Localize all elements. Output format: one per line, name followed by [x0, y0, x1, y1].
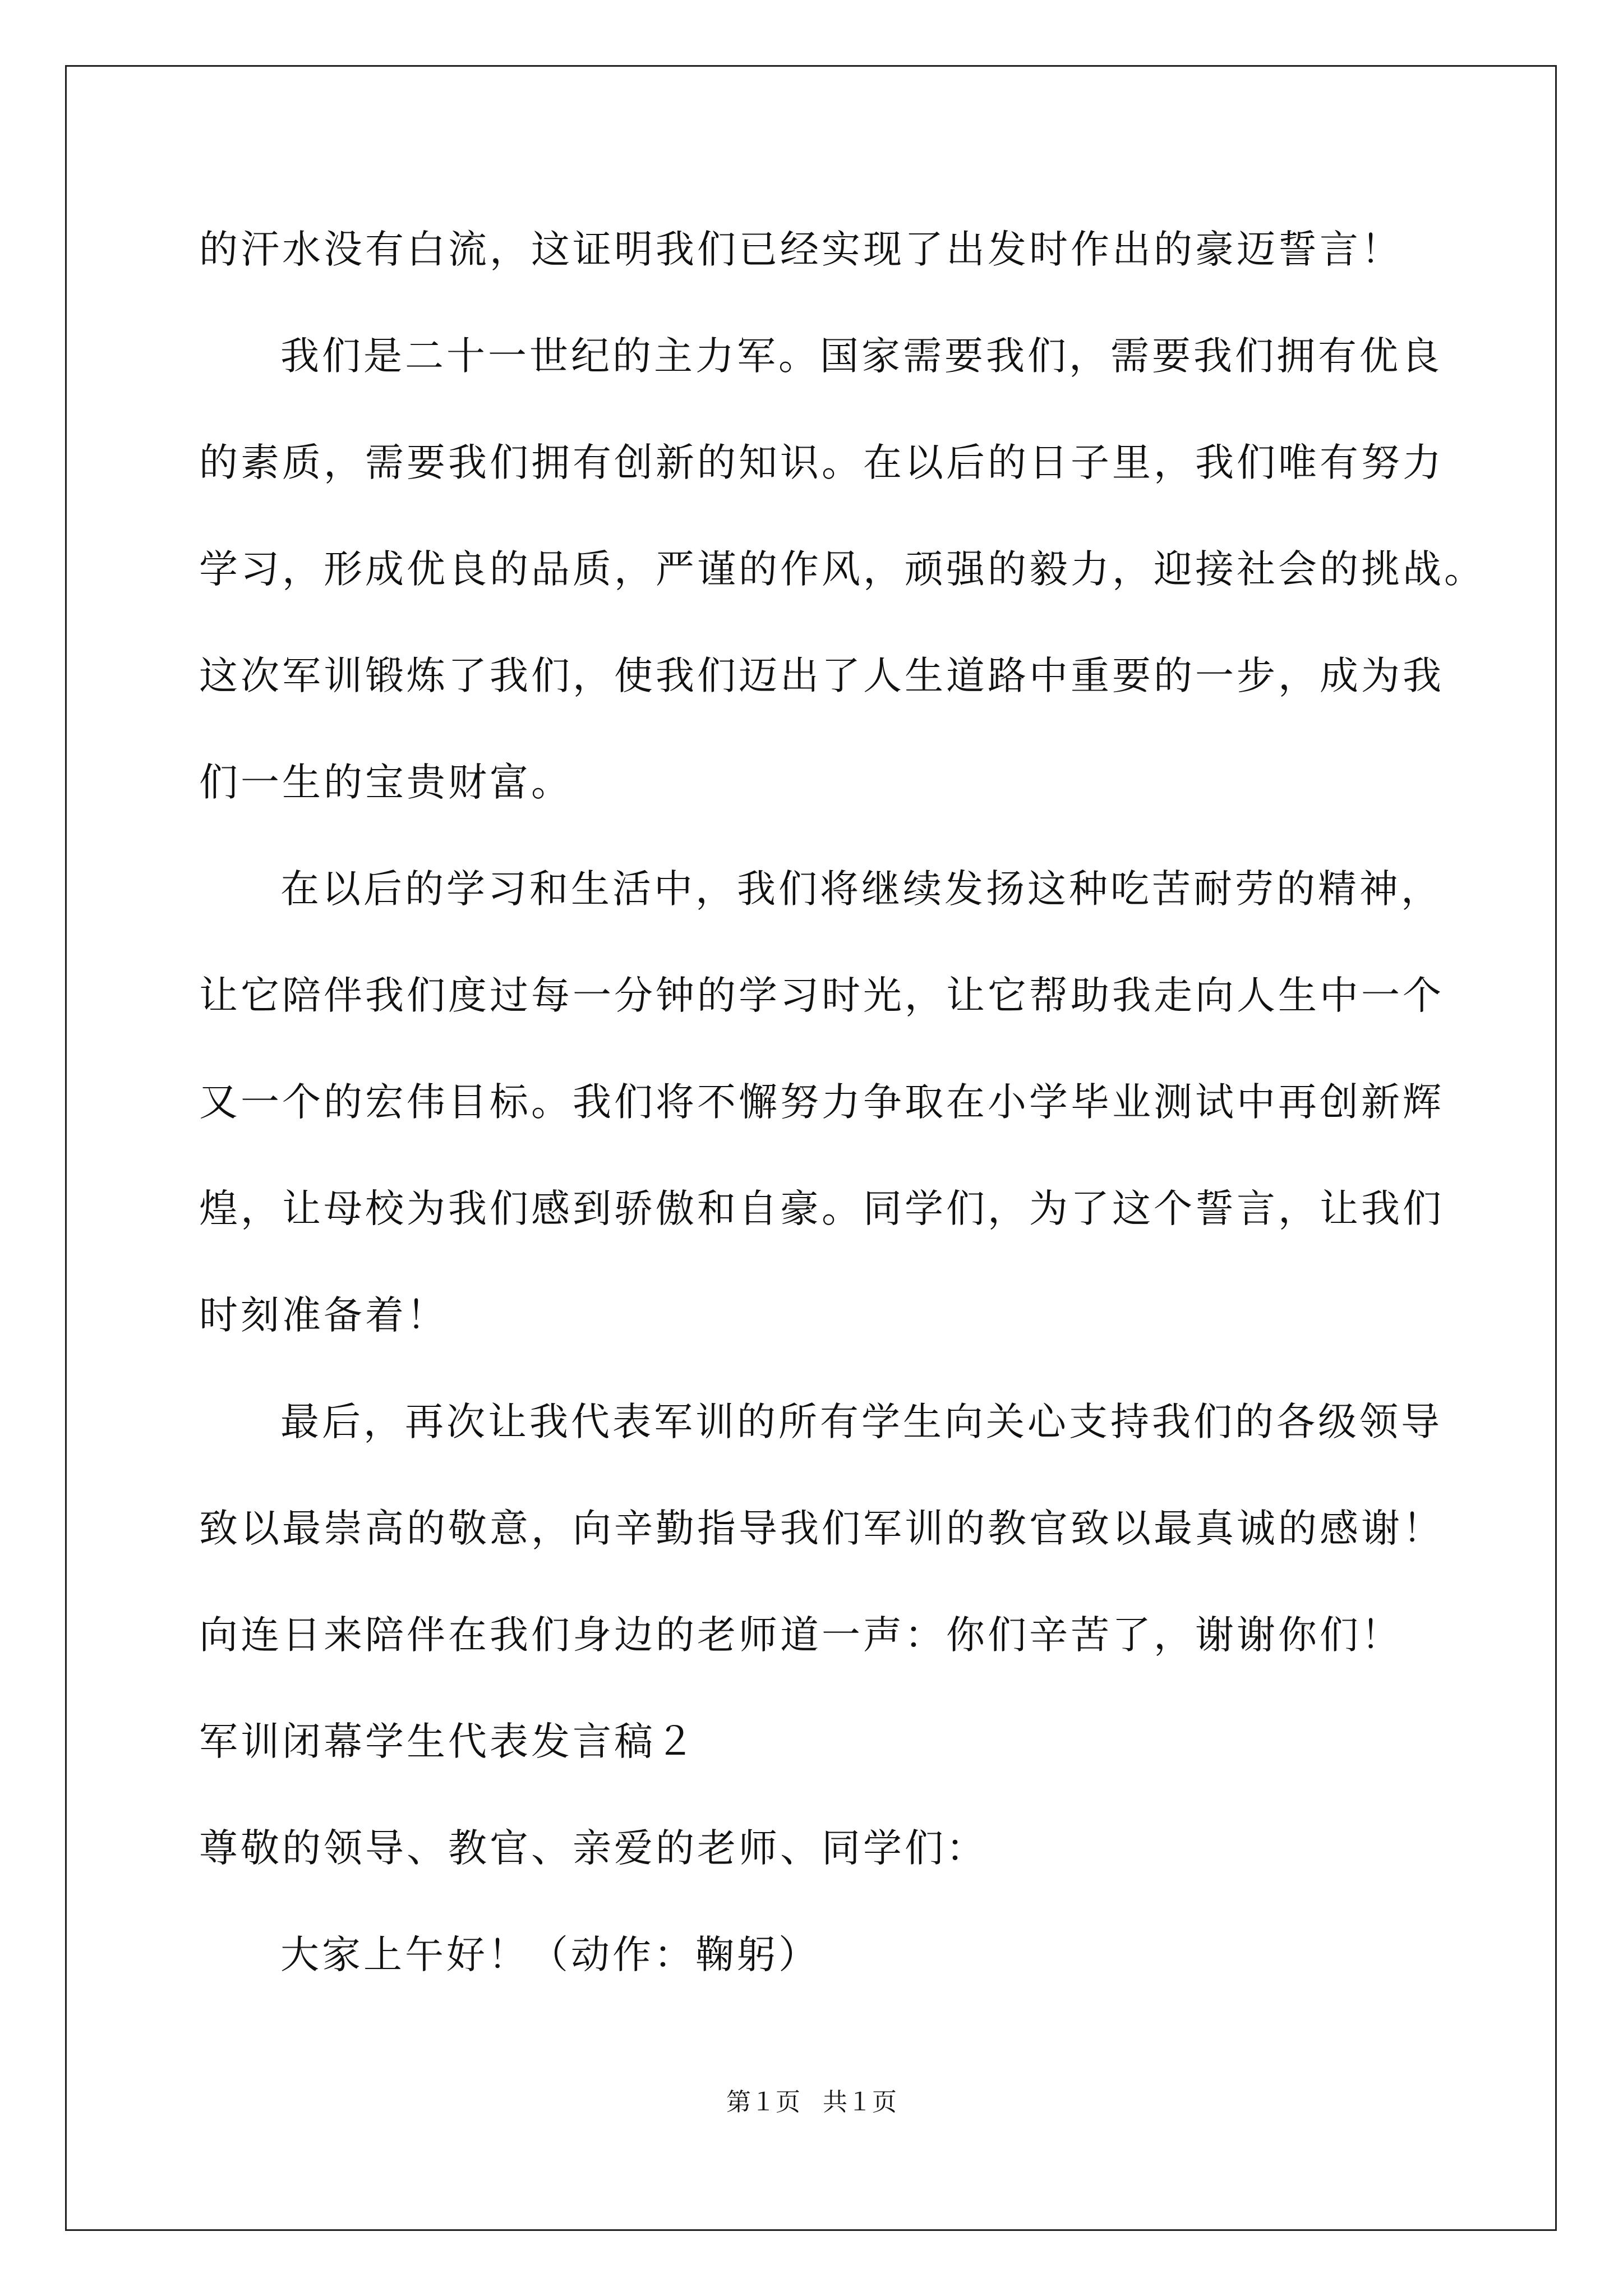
body-line: 煌，让母校为我们感到骄傲和自豪。同学们，为了这个誓言，让我们 — [199, 1186, 1444, 1231]
page-footer — [0, 2086, 1623, 2119]
section-heading: 军训闭幕学生代表发言稿２ — [199, 1719, 697, 1764]
body-line: 在以后的学习和生活中，我们将继续发扬这种吃苦耐劳的精神， — [280, 867, 1442, 912]
body-line: 的汗水没有白流，这证明我们已经实现了出发时作出的豪迈誓言！ — [199, 227, 1403, 272]
body-line: 的素质，需要我们拥有创新的知识。在以后的日子里，我们唯有努力 — [199, 440, 1444, 485]
salutation-line: 尊敬的领导、教官、亲爱的老师、同学们： — [199, 1826, 988, 1871]
body-line: 致以最崇高的敬意，向辛勤指导我们军训的教官致以最真诚的感谢！ — [199, 1506, 1444, 1551]
body-line: 向连日来陪伴在我们身边的老师道一声：你们辛苦了，谢谢你们！ — [199, 1613, 1403, 1658]
body-line: 我们是二十一世纪的主力军。国家需要我们，需要我们拥有优良 — [280, 334, 1442, 379]
body-line: 学习，形成优良的品质，严谨的作风，顽强的毅力，迎接社会的挑战。 — [199, 547, 1486, 592]
body-line: 最后，再次让我代表军训的所有学生向关心支持我们的各级领导 — [280, 1400, 1442, 1444]
body-line: 让它陪伴我们度过每一分钟的学习时光，让它帮助我走向人生中一个 — [199, 973, 1444, 1018]
page-number-current: 第１页 — [726, 2088, 800, 2116]
page-number-total: 共１页 — [823, 2088, 897, 2116]
body-line: 们一生的宝贵财富。 — [199, 760, 573, 805]
page-border — [65, 65, 1557, 2231]
greeting-line: 大家上午好！（动作：鞠躬） — [280, 1932, 820, 1977]
body-line: 这次军训锻炼了我们，使我们迈出了人生道路中重要的一步，成为我 — [199, 654, 1444, 698]
body-line: 时刻准备着！ — [199, 1293, 448, 1338]
body-line: 又一个的宏伟目标。我们将不懈努力争取在小学毕业测试中再创新辉 — [199, 1080, 1444, 1125]
